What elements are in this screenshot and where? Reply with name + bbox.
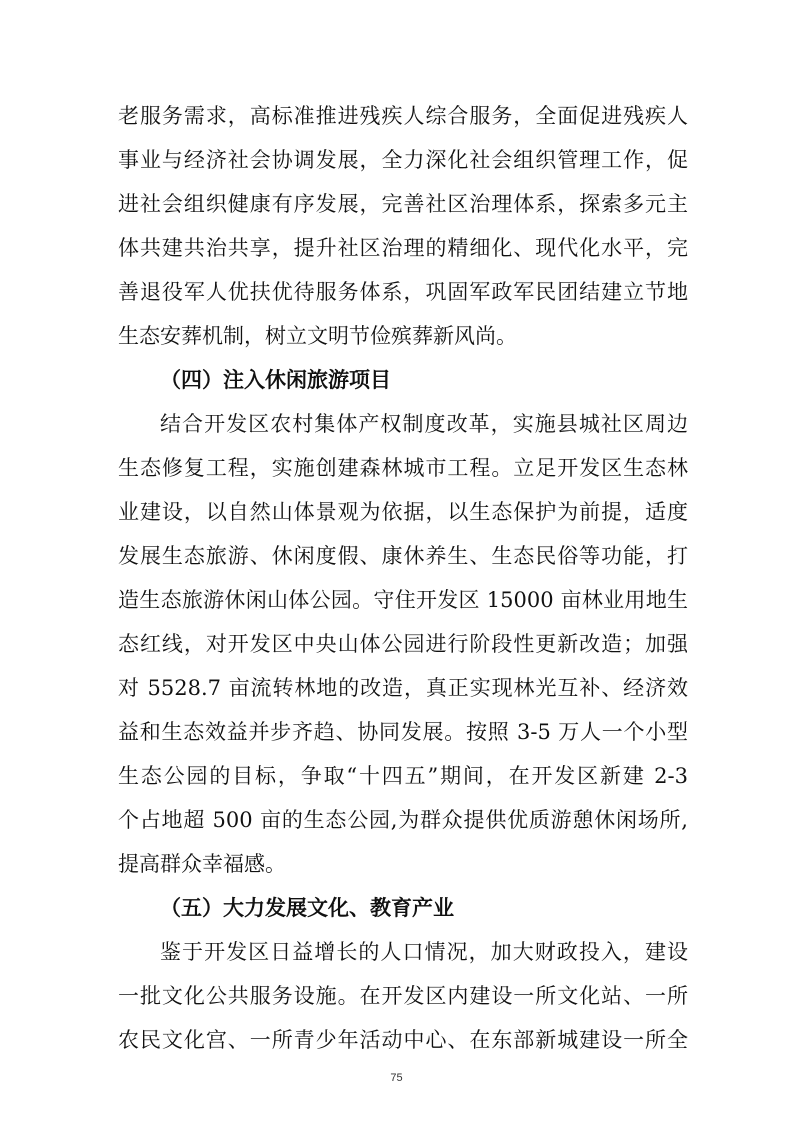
paragraph-line: 体共建共治共享，提升社区治理的精细化、现代化水平，完 — [118, 236, 688, 260]
paragraph-line: 造生态旅游休闲山体公园。守住开发区 15000 亩林业用地生 — [118, 588, 688, 612]
section-heading-5: （五）大力发展文化、教育产业 — [160, 896, 454, 920]
page-number: 75 — [390, 1072, 403, 1084]
paragraph-line: 农民文化宫、一所青少年活动中心、在东部新城建设一所全 — [118, 1028, 688, 1052]
paragraph-line: 鉴于开发区日益增长的人口情况，加大财政投入，建设 — [160, 940, 688, 964]
paragraph-line: 态红线，对开发区中央山体公园进行阶段性更新改造；加强 — [118, 632, 688, 656]
paragraph-line: 结合开发区农村集体产权制度改革，实施县城社区周边 — [160, 412, 688, 436]
paragraph-line: 生态安葬机制，树立文明节俭殡葬新风尚。 — [118, 324, 517, 348]
paragraph-line: 业建设，以自然山体景观为依据，以生态保护为前提，适度 — [118, 500, 688, 524]
paragraph-line: 生态公园的目标，争取“十四五”期间，在开发区新建 2-3 — [118, 764, 688, 788]
paragraph-line: 一批文化公共服务设施。在开发区内建设一所文化站、一所 — [118, 984, 688, 1008]
paragraph-line: 生态修复工程，实施创建森林城市工程。立足开发区生态林 — [118, 456, 688, 480]
paragraph-line: 老服务需求，高标准推进残疾人综合服务，全面促进残疾人 — [118, 104, 688, 128]
section-heading-4: （四）注入休闲旅游项目 — [160, 368, 391, 392]
paragraph-line: 提高群众幸福感。 — [118, 852, 286, 876]
paragraph-line: 益和生态效益并步齐趋、协同发展。按照 3-5 万人一个小型 — [118, 720, 688, 744]
paragraph-line: 事业与经济社会协调发展，全力深化社会组织管理工作，促 — [118, 148, 688, 172]
paragraph-line: 个占地超 500 亩的生态公园,为群众提供优质游憩休闲场所, — [118, 808, 688, 832]
paragraph-line: 发展生态旅游、休闲度假、康休养生、生态民俗等功能，打 — [118, 544, 688, 568]
paragraph-line: 对 5528.7 亩流转林地的改造，真正实现林光互补、经济效 — [118, 676, 688, 700]
paragraph-line: 进社会组织健康有序发展，完善社区治理体系，探索多元主 — [118, 192, 688, 216]
paragraph-line: 善退役军人优扶优待服务体系，巩固军政军民团结建立节地 — [118, 280, 688, 304]
